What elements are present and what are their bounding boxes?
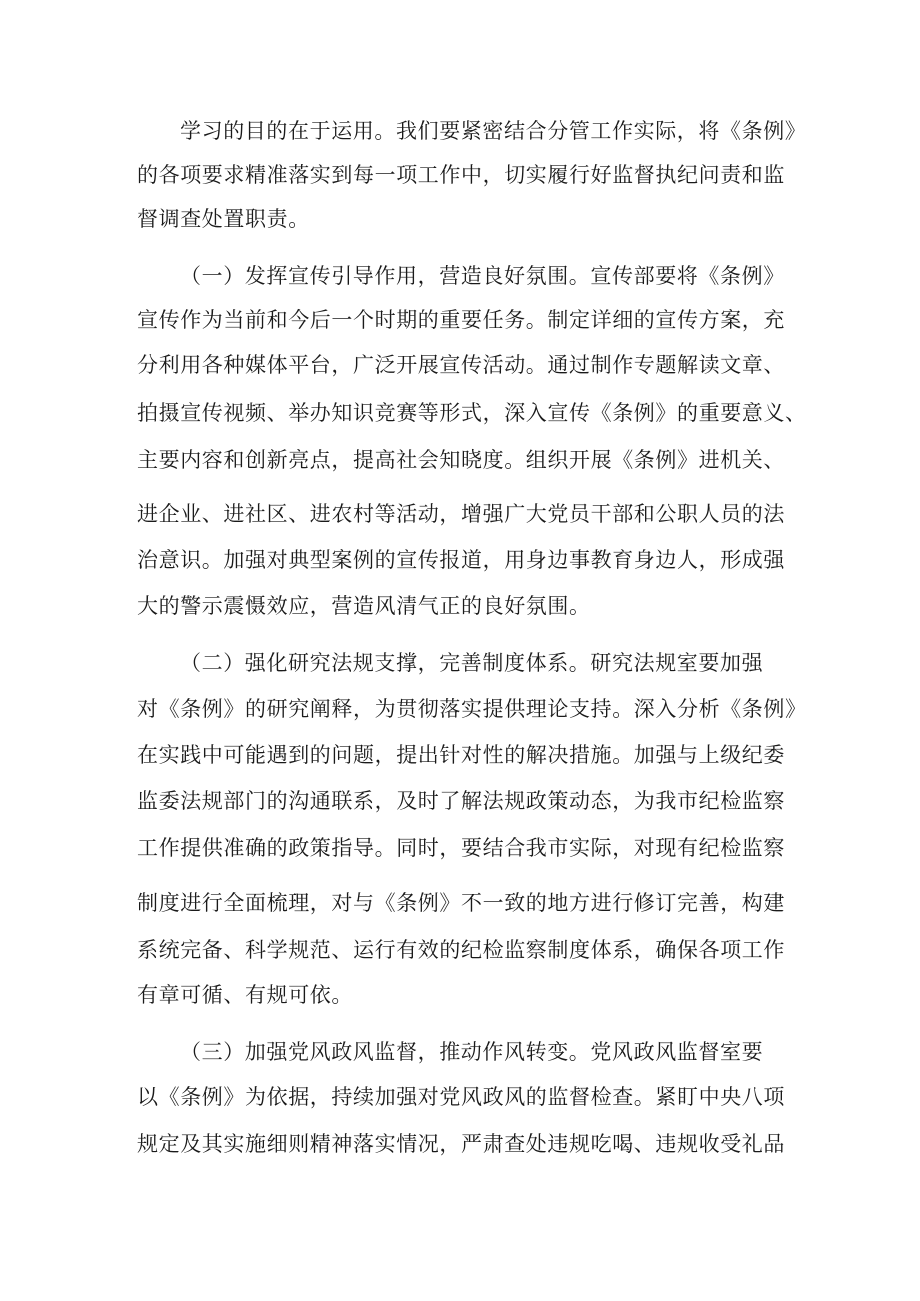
paragraph-2-line-2: 宣传作为当前和今后一个时期的重要任务。制定详细的宣传方案，充 (137, 308, 785, 332)
paragraph-3-line-3: 在实践中可能遇到的问题，提出针对性的解决措施。加强与上级纪委 (137, 743, 785, 767)
paragraph-3-line-2: 对《条例》的研究阐释，为贯彻落实提供理论支持。深入分析《条例》 (137, 697, 807, 721)
paragraph-3-line-1: （二）强化研究法规支撑，完善制度体系。研究法规室要加强 (180, 651, 764, 675)
paragraph-3-line-7: 系统完备、科学规范、运行有效的纪检监察制度体系，确保各项工作 (137, 938, 785, 962)
paragraph-4-line-1: （三）加强党风政风监督，推动作风转变。党风政风监督室要 (180, 1040, 764, 1064)
paragraph-3-line-5: 工作提供准确的政策指导。同时，要结合我市实际，对现有纪检监察 (137, 836, 785, 860)
paragraph-2-line-7: 治意识。加强对典型案例的宣传报道，用身边事教育身边人，形成强 (137, 548, 785, 572)
paragraph-1-line-2: 的各项要求精准落实到每一项工作中，切实履行好监督执纪问责和监 (137, 163, 785, 187)
paragraph-1-line-1: 学习的目的在于运用。我们要紧密结合分管工作实际，将《条例》 (180, 119, 807, 143)
paragraph-2-line-1: （一）发挥宣传引导作用，营造良好氛围。宣传部要将《条例》 (180, 264, 785, 288)
paragraph-3-line-6: 制度进行全面梳理，对与《条例》不一致的地方进行修订完善，构建 (137, 891, 785, 915)
paragraph-2-line-3: 分利用各种媒体平台，广泛开展宣传活动。通过制作专题解读文章、 (137, 353, 785, 377)
paragraph-2-line-4: 拍摄宣传视频、举办知识竞赛等形式，深入宣传《条例》的重要意义、 (137, 401, 807, 425)
paragraph-2-line-8: 大的警示震慑效应，营造风清气正的良好氛围。 (137, 594, 591, 618)
paragraph-3-line-4: 监委法规部门的沟通联系，及时了解法规政策动态，为我市纪检监察 (137, 789, 785, 813)
paragraph-1-line-3: 督调查处置职责。 (137, 207, 310, 231)
paragraph-2-line-5: 主要内容和创新亮点，提高社会知晓度。组织开展《条例》进机关、 (137, 448, 785, 472)
paragraph-3-line-8: 有章可循、有规可依。 (137, 983, 353, 1007)
paragraph-2-line-6: 进企业、进社区、进农村等活动，增强广大党员干部和公职人员的法 (137, 502, 785, 526)
paragraph-4-line-3: 规定及其实施细则精神落实情况，严肃查处违规吃喝、违规收受礼品 (137, 1132, 785, 1156)
paragraph-4-line-2: 以《条例》为依据，持续加强对党风政风的监督检查。紧盯中央八项 (137, 1085, 785, 1109)
